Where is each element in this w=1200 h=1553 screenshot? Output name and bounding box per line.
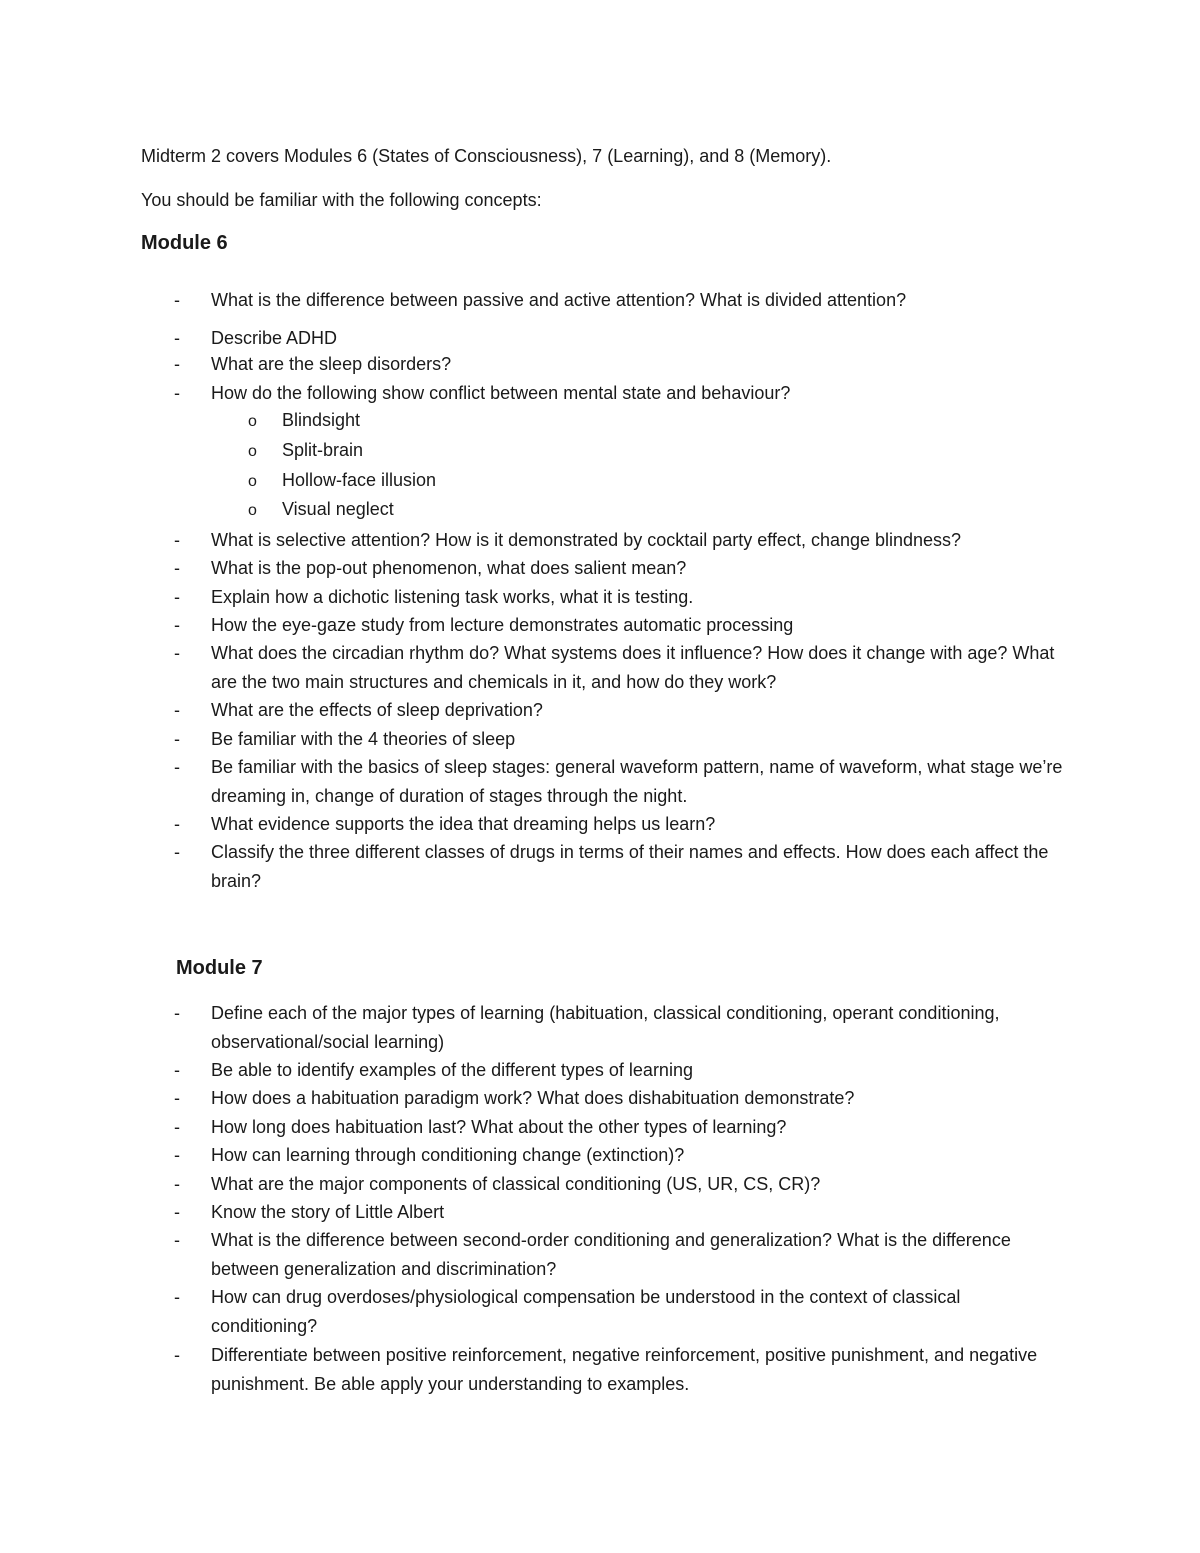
list-dash: - bbox=[174, 700, 180, 720]
list-dash: - bbox=[174, 615, 180, 635]
list-dash: - bbox=[174, 1003, 180, 1023]
module-7-heading: Module 7 bbox=[176, 957, 263, 979]
list-dash: - bbox=[174, 558, 180, 578]
list-item: Define each of the major types of learning (habituation, classical conditioning, operant conditioning, observational/social learning) bbox=[211, 1003, 1000, 1052]
sublist-item: Blindsight bbox=[282, 410, 361, 430]
list-dash: - bbox=[174, 1345, 180, 1365]
list-item: Know the story of Little Albert bbox=[211, 1202, 445, 1222]
sublist-bullet: o bbox=[248, 473, 257, 490]
list-item: How can drug overdoses/physiological compensation be understood in the context of classical conditioning? bbox=[211, 1287, 961, 1336]
list-item: Be familiar with the basics of sleep stages: general waveform pattern, name of waveform, what stage we’re dreaming in, change of duration of stages through the night. bbox=[211, 757, 1063, 806]
sublist-bullet: o bbox=[248, 502, 257, 519]
sublist-item: Hollow-face illusion bbox=[282, 470, 437, 490]
list-item: How can learning through conditioning change (extinction)? bbox=[211, 1145, 685, 1165]
list-dash: - bbox=[174, 1088, 180, 1108]
list-dash: - bbox=[174, 328, 180, 348]
list-item: What are the major components of classical conditioning (US, UR, CS, CR)? bbox=[211, 1174, 821, 1194]
list-dash: - bbox=[174, 1230, 180, 1250]
list-dash: - bbox=[174, 1202, 180, 1222]
intro-text: Midterm 2 covers Modules 6 (States of Consciousness), 7 (Learning), and 8 (Memory). bbox=[141, 146, 832, 166]
list-dash: - bbox=[174, 814, 180, 834]
list-dash: - bbox=[174, 842, 180, 862]
list-dash: - bbox=[174, 1117, 180, 1137]
sublist-item: Split-brain bbox=[282, 440, 364, 460]
list-dash: - bbox=[174, 643, 180, 663]
list-item: How do the following show conflict between mental state and behaviour? bbox=[211, 383, 791, 403]
list-item: What is the difference between second-order conditioning and generalization? What is the difference between generalization and discrimination? bbox=[211, 1230, 1011, 1279]
list-item: What evidence supports the idea that dreaming helps us learn? bbox=[211, 814, 716, 834]
list-dash: - bbox=[174, 1174, 180, 1194]
list-item: How the eye-gaze study from lecture demonstrates automatic processing bbox=[211, 615, 794, 635]
list-dash: - bbox=[174, 530, 180, 550]
list-item: How long does habituation last? What about the other types of learning? bbox=[211, 1117, 787, 1137]
list-item: Be familiar with the 4 theories of sleep bbox=[211, 729, 516, 749]
list-dash: - bbox=[174, 354, 180, 374]
list-dash: - bbox=[174, 383, 180, 403]
list-dash: - bbox=[174, 757, 180, 777]
list-item: Differentiate between positive reinforcement, negative reinforcement, positive punishment, and negative punishment. Be able apply your understanding to examples. bbox=[211, 1345, 1038, 1394]
list-item: What is the difference between passive and active attention? What is divided attention? bbox=[211, 290, 907, 310]
list-dash: - bbox=[174, 1060, 180, 1080]
sublist-bullet: o bbox=[248, 443, 257, 460]
list-item: How does a habituation paradigm work? What does dishabituation demonstrate? bbox=[211, 1088, 855, 1108]
sublist-bullet: o bbox=[248, 413, 257, 430]
list-item: What are the effects of sleep deprivation? bbox=[211, 700, 543, 720]
list-item: What are the sleep disorders? bbox=[211, 354, 452, 374]
list-dash: - bbox=[174, 290, 180, 310]
familiar-text: You should be familiar with the following concepts: bbox=[141, 190, 542, 210]
list-dash: - bbox=[174, 1145, 180, 1165]
list-dash: - bbox=[174, 1287, 180, 1307]
list-item: Be able to identify examples of the different types of learning bbox=[211, 1060, 693, 1080]
module-6-heading: Module 6 bbox=[141, 232, 228, 254]
sublist-item: Visual neglect bbox=[282, 499, 394, 519]
list-dash: - bbox=[174, 587, 180, 607]
list-item: What is selective attention? How is it demonstrated by cocktail party effect, change blindness? bbox=[211, 530, 962, 550]
list-item: Explain how a dichotic listening task works, what it is testing. bbox=[211, 587, 694, 607]
list-dash: - bbox=[174, 729, 180, 749]
list-item: Describe ADHD bbox=[211, 328, 338, 348]
list-item: Classify the three different classes of drugs in terms of their names and effects. How does each affect the brain? bbox=[211, 842, 1049, 891]
list-item: What does the circadian rhythm do? What systems does it influence? How does it change with age? What are the two main structures and chemicals in it, and how do they work? bbox=[211, 643, 1055, 692]
list-item: What is the pop-out phenomenon, what does salient mean? bbox=[211, 558, 687, 578]
